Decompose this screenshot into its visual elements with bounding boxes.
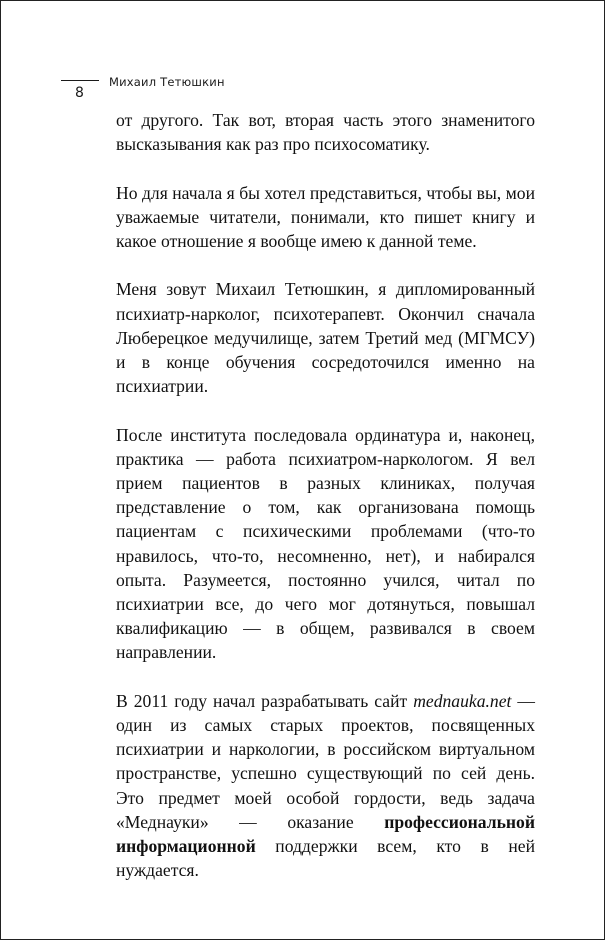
paragraph-2: Но для начала я бы хотел представиться, чтобы вы, мои уважаемые читатели, понимали, кто пишет книгу и какое отношение я вообще имею к данной теме. [116,182,535,251]
paragraph-5-part-1: В 2011 году начал разрабатывать сайт [116,690,414,711]
body-text [116,108,535,882]
site-name: mednauka.net [413,690,512,711]
page-number: 8 [75,85,84,101]
paragraph-3: Меня зовут Михаил Тетюшкин, я дипломированный психиатр-нарколог, психотерапевт. Окончил сначала Люберецкое медучилище, затем Третий мед (МГМСУ) и в конце обучения сосредоточился именно на психиатрии. [116,279,535,397]
paragraph-5-part-2: — один из самых старых проектов, посвященных психиатрии и наркологии, в российском виртуальном пространстве, успешно существующий по сей день. Это предмет моей особой гордости, ведь задача «Меднауки» — оказание [116,690,535,832]
header-rule [61,80,99,81]
paragraph-5-part-3: поддержки всем, кто в ней нуждается. [116,836,535,881]
paragraph-5 [116,689,535,883]
running-head-author: Михаил Тетюшкин [109,75,225,89]
emphasis-bold: профессиональной информационной [116,811,535,857]
paragraph-1: от другого. Так вот, вторая часть этого знаменитого высказывания как раз про психосоматику. [116,110,535,155]
paragraph-4: После института последовала ординатура и, наконец, практика — работа психиатром-наркологом. Я вел прием пациентов в разных клиниках, получая представление о том, как организована помощь пациентам с психическими проблемами (что-то нравилось, что-то, несомненно, нет), и набирался опыта. Разумеется, постоянно учился, читал по психиатрии все, до чего мог дотянуться, повышал квалификацию — в общем, развивался в своем направлении. [116,424,535,663]
